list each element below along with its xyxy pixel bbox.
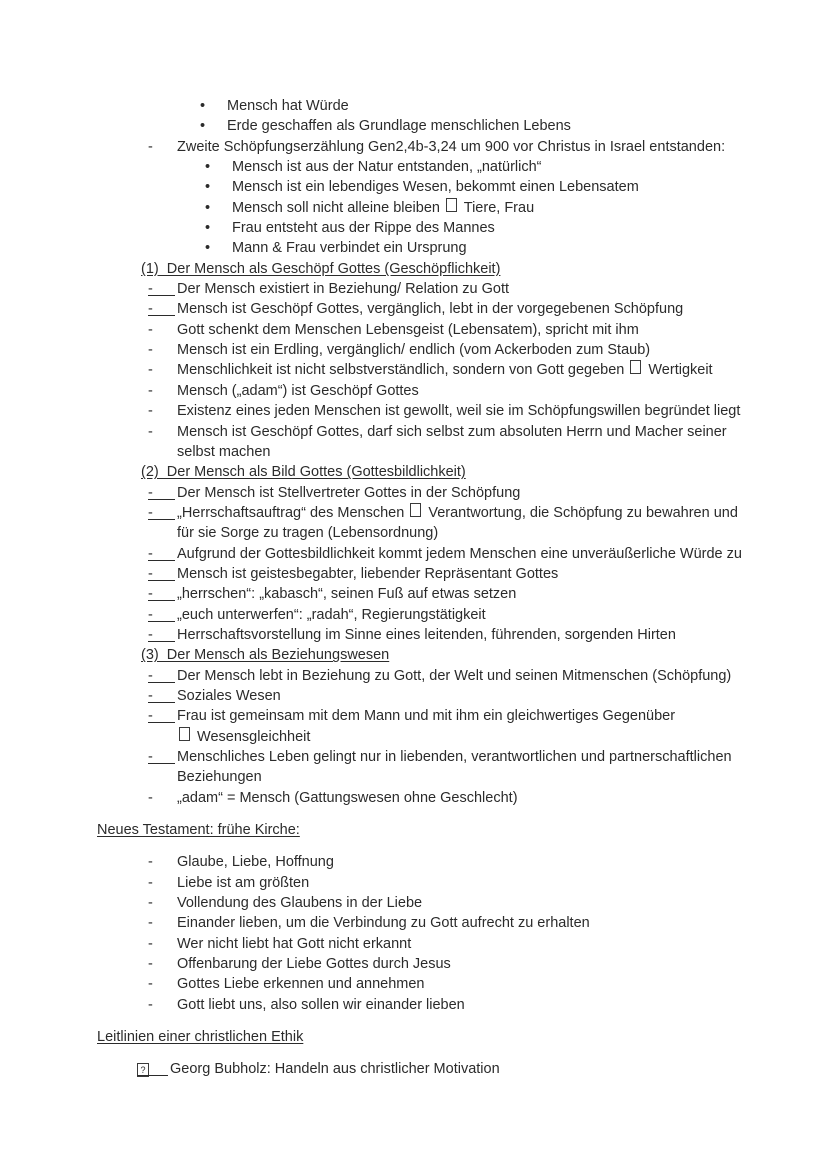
- dash-icon: -: [148, 299, 177, 319]
- section-heading: [0, 462, 828, 482]
- dash-item: [0, 934, 828, 954]
- section-heading-text: (3) Der Mensch als Beziehungswesen: [141, 647, 390, 664]
- bullet-item-text: Erde geschaffen als Grundlage menschlichen Lebens: [227, 118, 571, 135]
- dash-icon: -: [148, 625, 177, 645]
- dash-item-underlined: [0, 666, 828, 686]
- dash-item: [0, 422, 828, 442]
- continuation-line: [0, 523, 828, 543]
- bullet-item-text: Mensch ist ein lebendiges Wesen, bekommt einen Lebensatem: [232, 179, 639, 196]
- dash-item-underlined-text: Der Mensch existiert in Beziehung/ Relation zu Gott: [177, 281, 510, 298]
- bullet-item: [0, 96, 828, 116]
- bullet-icon: •: [200, 98, 206, 114]
- reference-line: [0, 1059, 828, 1079]
- dash-icon: -: [148, 996, 153, 1013]
- dash-icon: -: [148, 382, 153, 399]
- section-heading: [0, 645, 828, 665]
- dash-icon: -: [148, 976, 153, 993]
- section-heading: [0, 259, 828, 279]
- dash-item: [0, 340, 828, 360]
- dash-item: [0, 995, 828, 1015]
- bullet-item: [0, 238, 828, 258]
- bullet-item-text: Frau entsteht aus der Rippe des Mannes: [232, 220, 495, 237]
- dash-item-text: Mensch („adam“) ist Geschöpf Gottes: [177, 382, 419, 399]
- dash-item-underlined-text: Mensch ist Geschöpf Gottes, vergänglich, lebt in der vorgegebenen Schöpfung: [177, 301, 684, 318]
- dash-item-underlined: [0, 686, 828, 706]
- bullet-item: [0, 116, 828, 136]
- dash-item-text: Vollendung des Glaubens in der Liebe: [177, 895, 423, 912]
- dash-item-underlined: [0, 544, 828, 564]
- document-heading-text: Neues Testament: frühe Kirche:: [97, 822, 300, 839]
- continuation-line: [0, 767, 828, 787]
- dash-item: [0, 788, 828, 808]
- reference-line-text: Georg Bubholz: Handeln aus christlicher Motivation: [170, 1061, 500, 1078]
- dash-item-underlined-text: Herrschaftsvorstellung im Sinne eines leitenden, führenden, sorgenden Hirten: [177, 626, 676, 643]
- dash-item-text: Mensch ist ein Erdling, vergänglich/ endlich (vom Ackerboden zum Staub): [177, 342, 651, 359]
- bullet-icon: •: [205, 179, 211, 196]
- dash-icon: -: [148, 686, 177, 706]
- dash-item-underlined: [0, 483, 828, 503]
- dash-item: [0, 913, 828, 933]
- section-heading-text: (2) Der Mensch als Bild Gottes (Gottesbildlichkeit): [141, 464, 466, 481]
- dash-item-underlined-text: Frau ist gemeinsam mit dem Mann und mit ihm ein gleichwertiges Gegenüber: [177, 708, 676, 725]
- missing-glyph-box: [446, 198, 457, 212]
- continuation-line-text: für sie Sorge zu tragen (Lebensordnung): [177, 525, 439, 542]
- dash-item: [0, 401, 828, 421]
- dash-item-text: Glaube, Liebe, Hoffnung: [177, 854, 334, 871]
- dash-icon: -: [148, 935, 153, 952]
- dash-icon: -: [148, 854, 153, 871]
- bullet-item: [0, 177, 828, 197]
- document-body: [0, 96, 828, 1080]
- dash-icon: -: [148, 706, 177, 726]
- missing-glyph-box: [179, 727, 190, 741]
- continuation-line-text: selbst machen: [177, 443, 271, 460]
- question-box-icon: ?: [137, 1063, 149, 1077]
- dash-icon: -: [148, 747, 177, 767]
- continuation-line-text: Beziehungen: [177, 769, 262, 786]
- dash-icon: -: [148, 584, 177, 604]
- dash-icon: -: [148, 789, 153, 806]
- dash-item-underlined-text: Mensch ist geistesbegabter, liebender Repräsentant Gottes: [177, 565, 559, 582]
- dash-item-underlined-text: „Herrschaftsauftrag“ des Menschen Verantwortung, die Schöpfung zu bewahren und: [177, 504, 738, 521]
- dash-item-underlined-text: Soziales Wesen: [177, 687, 281, 704]
- dash-icon: -: [148, 605, 177, 625]
- dash-item-underlined: [0, 503, 828, 523]
- dash-icon: -: [148, 915, 153, 932]
- dash-icon: -: [148, 362, 153, 379]
- dash-item-underlined-text: „herrschen“: „kabasch“, seinen Fuß auf etwas setzen: [177, 586, 517, 603]
- dash-icon: -: [148, 423, 153, 440]
- bullet-icon: •: [205, 220, 211, 237]
- dash-icon: -: [148, 403, 153, 420]
- document-heading-text: Leitlinien einer christlichen Ethik: [97, 1029, 304, 1046]
- dash-item-text: Gott schenkt dem Menschen Lebensgeist (Lebensatem), spricht mit ihm: [177, 321, 639, 338]
- dash-icon: -: [148, 956, 153, 973]
- bullet-item-text: Mensch ist aus der Natur entstanden, „natürlich“: [232, 159, 542, 176]
- dash-item: [0, 954, 828, 974]
- dash-item-text: Wer nicht liebt hat Gott nicht erkannt: [177, 935, 412, 952]
- dash-icon: -: [148, 342, 153, 359]
- bullet-icon: •: [200, 118, 206, 135]
- bullet-icon: •: [205, 159, 211, 176]
- dash-item-text: Zweite Schöpfungserzählung Gen2,4b-3,24 um 900 vor Christus in Israel entstanden:: [177, 138, 726, 155]
- dash-item-underlined-text: Menschliches Leben gelingt nur in liebenden, verantwortlichen und partnerschaftlichen: [177, 749, 732, 765]
- dash-item-underlined: [0, 299, 828, 319]
- dash-item-text: Menschlichkeit ist nicht selbstverständlich, sondern von Gott gegeben Wertigkeit: [177, 362, 713, 379]
- dash-item-underlined: [0, 564, 828, 584]
- dash-icon: -: [148, 279, 177, 299]
- bullet-item: [0, 198, 828, 218]
- dash-item-text: Existenz eines jeden Menschen ist gewollt, weil sie im Schöpfungswillen begründet liegt: [177, 403, 741, 420]
- continuation-line: [0, 442, 828, 462]
- continuation-line-text: Wesensgleichheit: [177, 729, 310, 745]
- dash-item: [0, 137, 828, 157]
- dash-item-underlined: [0, 625, 828, 645]
- missing-glyph-box: [630, 360, 641, 374]
- dash-item-underlined: [0, 747, 828, 767]
- dash-item-underlined-text: Der Mensch ist Stellvertreter Gottes in der Schöpfung: [177, 484, 521, 501]
- dash-item-underlined: [0, 605, 828, 625]
- bullet-item-text: Mann & Frau verbindet ein Ursprung: [232, 240, 467, 257]
- dash-item-text: „adam“ = Mensch (Gattungswesen ohne Geschlecht): [177, 789, 518, 806]
- dash-item-underlined-text: „euch unterwerfen“: „radah“, Regierungstätigkeit: [177, 606, 486, 623]
- dash-icon: -: [148, 564, 177, 584]
- dash-item-underlined: [0, 584, 828, 604]
- bullet-icon: •: [205, 199, 211, 216]
- dash-icon: -: [148, 895, 153, 912]
- bullet-item-text: Mensch soll nicht alleine bleiben Tiere, Frau: [232, 199, 535, 216]
- dash-icon: -: [148, 138, 153, 155]
- document-heading: [0, 820, 828, 840]
- bullet-item: [0, 157, 828, 177]
- document-heading: [0, 1027, 828, 1047]
- dash-item: [0, 320, 828, 340]
- dash-icon: -: [148, 503, 177, 523]
- dash-item-underlined-text: Aufgrund der Gottesbildlichkeit kommt jedem Menschen eine unveräußerliche Würde zu: [177, 545, 742, 562]
- dash-icon: -: [148, 666, 177, 686]
- bullet-item: [0, 218, 828, 238]
- bullet-item-text: Mensch hat Würde: [227, 98, 349, 114]
- marker: [137, 1059, 170, 1079]
- continuation-line: [0, 727, 828, 747]
- dash-item-text: Gottes Liebe erkennen und annehmen: [177, 976, 425, 993]
- dash-item-underlined-text: Der Mensch lebt in Beziehung zu Gott, der Welt und seinen Mitmenschen (Schöpfung): [177, 667, 732, 684]
- dash-item-text: Einander lieben, um die Verbindung zu Gott aufrecht zu erhalten: [177, 915, 590, 932]
- bullet-icon: •: [205, 240, 211, 257]
- dash-item-text: Mensch ist Geschöpf Gottes, darf sich selbst zum absoluten Herrn und Macher seiner: [177, 423, 727, 440]
- dash-item-underlined: [0, 279, 828, 299]
- dash-item-underlined: [0, 706, 828, 726]
- dash-icon: -: [148, 483, 177, 503]
- section-heading-text: (1) Der Mensch als Geschöpf Gottes (Geschöpflichkeit): [141, 260, 501, 277]
- dash-item-text: Liebe ist am größten: [177, 874, 310, 891]
- dash-item: [0, 360, 828, 380]
- missing-glyph-box: [410, 503, 421, 517]
- dash-item-text: Offenbarung der Liebe Gottes durch Jesus: [177, 956, 451, 973]
- dash-item-text: Gott liebt uns, also sollen wir einander lieben: [177, 996, 465, 1013]
- dash-icon: -: [148, 874, 153, 891]
- dash-item: [0, 381, 828, 401]
- dash-item: [0, 873, 828, 893]
- dash-item: [0, 852, 828, 872]
- dash-item: [0, 893, 828, 913]
- dash-icon: -: [148, 321, 153, 338]
- dash-item: [0, 974, 828, 994]
- dash-icon: -: [148, 544, 177, 564]
